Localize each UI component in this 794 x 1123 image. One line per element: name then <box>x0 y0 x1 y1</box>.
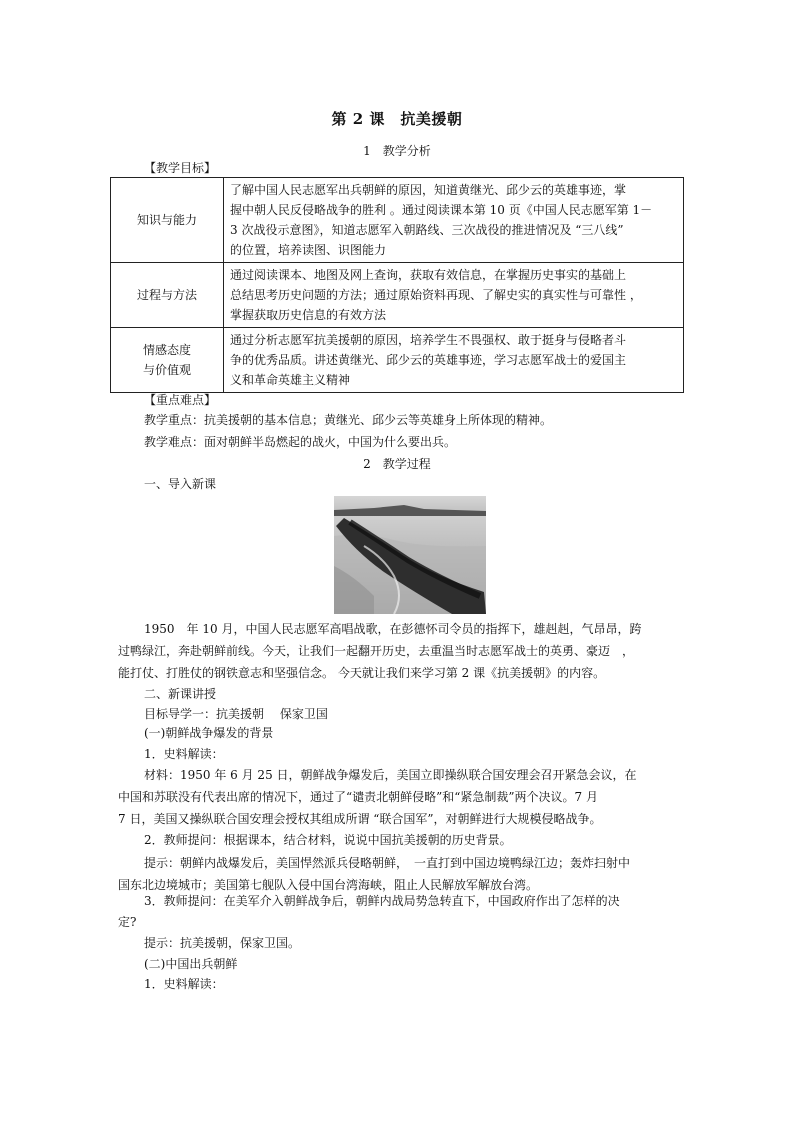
material-line: 中国和苏联没有代表出席的情况下，通过了“谴责北朝鲜侵略”和“紧急制裁”两个决议。7 月 <box>118 790 598 804</box>
teaching-goals-table <box>110 177 684 393</box>
goals-header: 【教学目标】 <box>144 161 217 175</box>
goal-label-line: 与价值观 <box>142 363 191 377</box>
section-teaching-process: 2 教学过程 <box>363 457 431 471</box>
goal-line: 3 次战役示意图》，知道志愿军入朝路线、三次战役的推进情况及 “三八线” <box>230 223 624 237</box>
goal-line: 争的优秀品质。讲述黄继光、邱少云的英雄事迹，学习志愿军战士的爱国主 <box>230 353 627 367</box>
goal-line: 了解中国人民志愿军出兵朝鲜的原因，知道黄继光、邱少云的英雄事迹，掌 <box>230 183 627 197</box>
intro-header: 一、导入新课 <box>144 477 217 491</box>
target-guide-1: 目标导学一：抗美援朝 保家卫国 <box>144 707 328 721</box>
subsection-dispatch: (二)中国出兵朝鲜 <box>144 957 238 971</box>
troops-crossing-river-image <box>334 496 486 614</box>
item-source-reading-2: 1．史料解读： <box>144 977 224 991</box>
table-row <box>111 328 684 393</box>
key-point: 教学重点：抗美援朝的基本信息；黄继光、邱少云等英雄身上所体现的精神。 <box>144 413 553 427</box>
goal-content <box>224 328 684 393</box>
key-points-header: 【重点难点】 <box>144 393 217 407</box>
intro-line: 过鸭绿江，奔赴朝鲜前线。今天，让我们一起翻开历史，去重温当时志愿军战士的英勇、豪迈 ， <box>118 644 635 658</box>
hint-answer: 提示：抗美援朝，保家卫国。 <box>144 936 301 950</box>
goal-label: 知识与能力 <box>111 178 224 263</box>
goal-content <box>224 178 684 263</box>
hint-line: 提示：朝鲜内战爆发后，美国悍然派兵侵略朝鲜， 一直打到中国边境鸭绿江边；轰炸扫射中 <box>144 856 631 870</box>
teacher-question-3-cont: 定? <box>118 915 137 929</box>
hint-line: 国东北边境城市；美国第七舰队入侵中国台湾海峡，阻止人民解放军解放台湾。 <box>118 878 539 892</box>
goal-line: 掌握获取历史信息的有效方法 <box>230 308 387 322</box>
goal-content <box>224 263 684 328</box>
teacher-question-3: 3．教师提问：在美军介入朝鲜战争后，朝鲜内战局势急转直下，中国政府作出了怎样的决 <box>144 894 620 908</box>
goal-line: 总结思考历史问题的方法；通过原始资料再现、了解史实的真实性与可靠性 ， <box>230 288 642 302</box>
goal-label: 过程与方法 <box>111 263 224 328</box>
intro-line: 能打仗、打胜仗的钢铁意志和坚强信念。 今天就让我们来学习第 2 课《抗美援朝》的内容。 <box>118 666 606 680</box>
item-source-reading: 1．史料解读： <box>144 747 224 761</box>
goal-line: 义和革命英雄主义精神 <box>230 373 351 387</box>
table-row <box>111 178 684 263</box>
historical-photo <box>334 496 486 614</box>
hard-point: 教学难点：面对朝鲜半岛燃起的战火，中国为什么要出兵。 <box>144 435 457 449</box>
intro-line: 1950 年 10 月，中国人民志愿军高唱战歌，在彭德怀司令员的指挥下，雄赳赳，气昂昂，跨 <box>144 622 642 636</box>
new-lesson-header: 二、新课讲授 <box>144 687 217 701</box>
material-line: 材料：1950 年 6 月 25 日，朝鲜战争爆发后，美国立即操纵联合国安理会召开紧急会议，在 <box>144 768 637 782</box>
goal-line: 通过阅读课本、地图及网上查询，获取有效信息，在掌握历史事实的基础上 <box>230 268 627 282</box>
goal-line: 通过分析志愿军抗美援朝的原因，培养学生不畏强权、敢于挺身与侵略者斗 <box>230 333 627 347</box>
goal-label-line: 情感态度 <box>142 343 191 357</box>
material-line: 7 日，美国又操纵联合国安理会授权其组成所谓 “联合国军”，对朝鲜进行大规模侵略战争。 <box>118 812 602 826</box>
table-row <box>111 263 684 328</box>
section-teaching-analysis: 1 教学分析 <box>363 144 431 158</box>
teacher-question-2: 2．教师提问：根据课本，结合材料，说说中国抗美援朝的历史背景。 <box>144 833 512 847</box>
goal-line: 握中朝人民反侵略战争的胜利 。通过阅读课本第 10 页《中国人民志愿军第 1－ <box>230 203 653 217</box>
goal-line: 的位置，培养读图、识图能力 <box>230 243 387 257</box>
lesson-title: 第 2 课 抗美援朝 <box>331 110 463 128</box>
goal-label <box>111 328 224 393</box>
subsection-background: (一)朝鲜战争爆发的背景 <box>144 726 274 740</box>
